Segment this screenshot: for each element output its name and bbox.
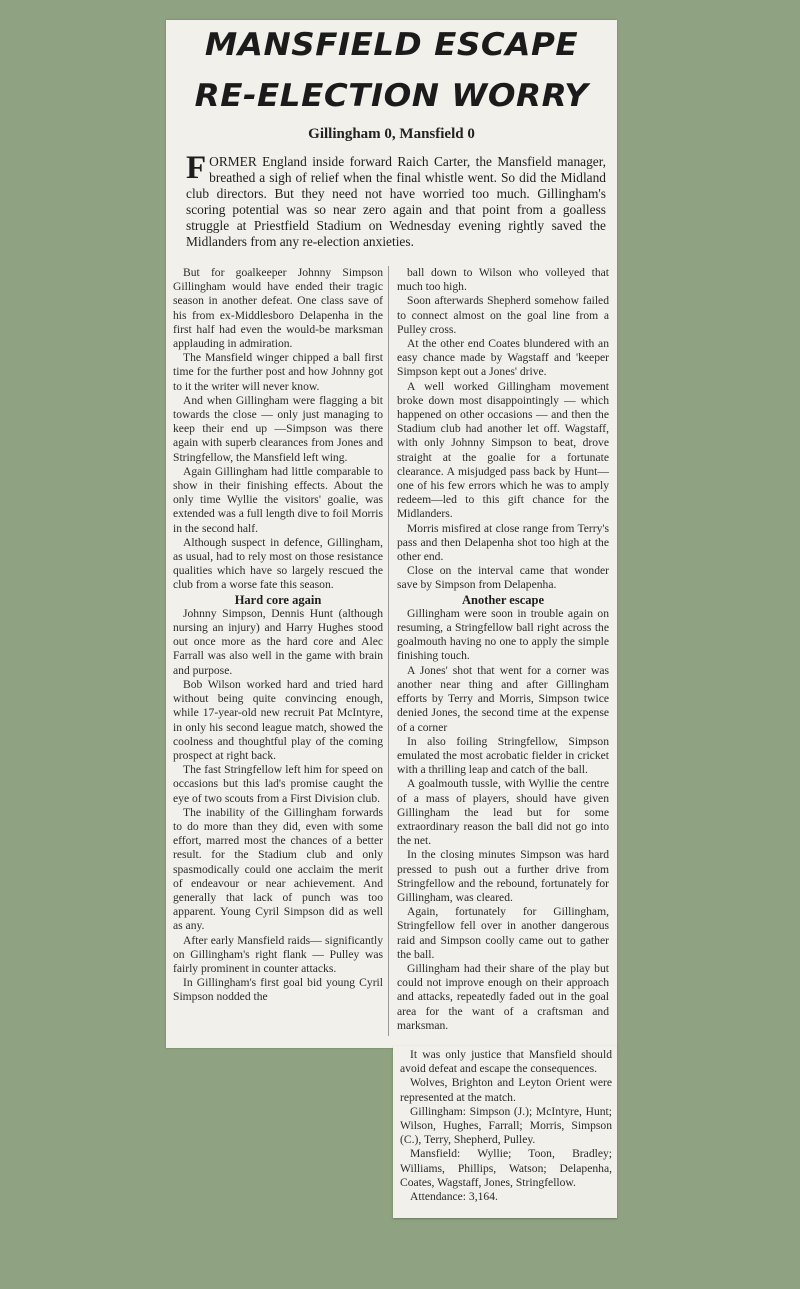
paragraph: And when Gillingham were flagging a bit towards the close — only just managing to keep their end up —Simpson was there again with superb clearances from Jones and Stringfellow, the Mansfield left wing. — [173, 393, 383, 464]
headline-line-1: MANSFIELD ESCAPE — [204, 27, 579, 63]
paragraph: The inability of the Gillingham forwards to do more than they did, even with some effort, marred most the chances of a better result. for the Stadium club and only spasmodically could one acclaim the merit of endeavour or near achievement. And generally that lack of punch was too apparent. Young Cyril Simpson did as well as any. — [173, 805, 383, 933]
paragraph: Johnny Simpson, Dennis Hunt (although nursing an injury) and Harry Hughes stood out once more as the hard core and Alec Farrall was also well in the game with brain and purpose. — [173, 606, 383, 677]
paragraph: Again Gillingham had little comparable to show in their finishing effects. About the only time Wyllie the visitors' goalie, was extended was a full length dive to foil Morris in the second half. — [173, 464, 383, 535]
subheading: Another escape — [461, 592, 545, 607]
paragraph: In Gillingham's first goal bid young Cyril Simpson nodded the — [173, 976, 383, 1004]
paragraph: At the other end Coates blundered with an easy chance made by Wagstaff and 'keeper Simpson kept out a Jones' drive. — [397, 337, 609, 379]
article-column-right-continued — [400, 1048, 612, 1204]
subheading: Hard core again — [234, 592, 322, 607]
paragraph: A goalmouth tussle, with Wyllie the centre of a mass of players, should have given Gillingham the lead but for some extraordinary reason the ball did not go into the net. — [397, 777, 609, 848]
paragraph: The fast Stringfellow left him for speed on occasions but this lad's promise caught the eye of two scouts from a First Division club. — [173, 763, 383, 805]
paragraph: Wolves, Brighton and Leyton Orient were represented at the match. — [400, 1076, 612, 1104]
article-column-right — [397, 266, 609, 1033]
attendance: Attendance: 3,164. — [410, 1190, 498, 1204]
article-column-left — [173, 266, 383, 1005]
match-score-byline: Gillingham 0, Mansfield 0 — [308, 126, 475, 142]
newspaper-clipping — [166, 20, 617, 1048]
newspaper-clipping-continuation — [393, 1046, 617, 1218]
team-lineup-mansfield: Mansfield: Wyllie; Toon, Bradley; Williams, Phillips, Watson; Delapenha, Coates, Wagstaff, Jones, Stringfellow. — [400, 1147, 612, 1189]
paragraph: Gillingham were soon in trouble again on resuming, a Stringfellow ball right across the goalmouth having no one to apply the simple finishing touch. — [397, 606, 609, 663]
paragraph: Soon afterwards Shepherd somehow failed to connect almost on the goal line from a Pulley cross. — [397, 294, 609, 336]
drop-cap: F — [186, 150, 207, 186]
paragraph: In the closing minutes Simpson was hard pressed to push out a further drive from Stringfellow and the rebound, fortunately for Gillingham, was cleared. — [397, 848, 609, 904]
paragraph: ball down to Wilson who volleyed that much too high. — [397, 266, 609, 294]
lead-paragraph — [186, 150, 606, 250]
lead-text: ORMER England inside forward Raich Carter, the Mansfield manager, breathed a sigh of relief when the final whistle went. So did the Midland club directors. But they need not have worried too much. Gillingham's scoring potential was so near zero again and that point from a goalless struggle at Priestfield Stadium on Wednesday evening rightly saved the Midlanders from any re-election anxieties. — [186, 154, 606, 249]
paragraph: A Jones' shot that went for a corner was another near thing and after Gillingham efforts by Terry and Morris, Simpson twice denied Jones, the second time at the expense of a corner — [397, 663, 609, 734]
paragraph: Gillingham had their share of the play but could not improve enough on their approach and attacks, repeatedly faded out in the goal area for the want of a craftsman and marksman. — [397, 961, 609, 1032]
paragraph: Again, fortunately for Gillingham, Stringfellow fell over in another dangerous raid and Simpson coolly came out to gather the ball. — [397, 905, 609, 961]
headline-line-2: RE-ELECTION WORRY — [194, 78, 589, 114]
team-lineup-gillingham: Gillingham: Simpson (J.); McIntyre, Hunt; Wilson, Hughes, Farrall; Morris, Simpson (C.), Terry, Shepherd, Pulley. — [400, 1104, 612, 1147]
paragraph: Although suspect in defence, Gillingham, as usual, had to rely most on those resistance qualities which have so largely rescued the club from a worse fate this season. — [173, 535, 383, 592]
paragraph: A well worked Gillingham movement broke down most disappointingly — which happened on other occasions — and then the Stadium club had another let off. Wagstaff, with only Johnny Simpson to beat, drove straight at the goalie for a fortunate clearance. A misjudged pass back by Hunt—one of his few errors which he was to amply redeem—led to this gift chance for the Midlanders. — [397, 379, 609, 521]
paragraph: The Mansfield winger chipped a ball first time for the further post and how Johnny got to it the writer will never know. — [173, 351, 383, 393]
column-divider — [388, 266, 389, 1036]
paragraph: Morris misfired at close range from Terry's pass and then Delapenha shot too high at the other end. — [397, 521, 609, 564]
paragraph: But for goalkeeper Johnny Simpson Gillingham would have ended their tragic season in another defeat. One class save of his from ex-Middlesboro Delapenha in the first half had even the would-be marksman applauding in admiration. — [173, 266, 383, 351]
paragraph: Close on the interval came that wonder save by Simpson from Delapenha. — [397, 564, 609, 592]
paragraph: Bob Wilson worked hard and tried hard without being quite convincing enough, while 17-year-old new recruit Pat McIntyre, in only his second league match, showed the coolness and thoughtful play of the coming prospect at right back. — [173, 677, 383, 762]
paragraph: After early Mansfield raids— significantly on Gillingham's right flank — Pulley was fairly prominent in counter attacks. — [173, 933, 383, 975]
paragraph: It was only justice that Mansfield should avoid defeat and escape the consequences. — [400, 1048, 612, 1076]
paragraph: In also foiling Stringfellow, Simpson emulated the most acrobatic fielder in cricket with a thrilling leap and catch of the ball. — [397, 734, 609, 777]
